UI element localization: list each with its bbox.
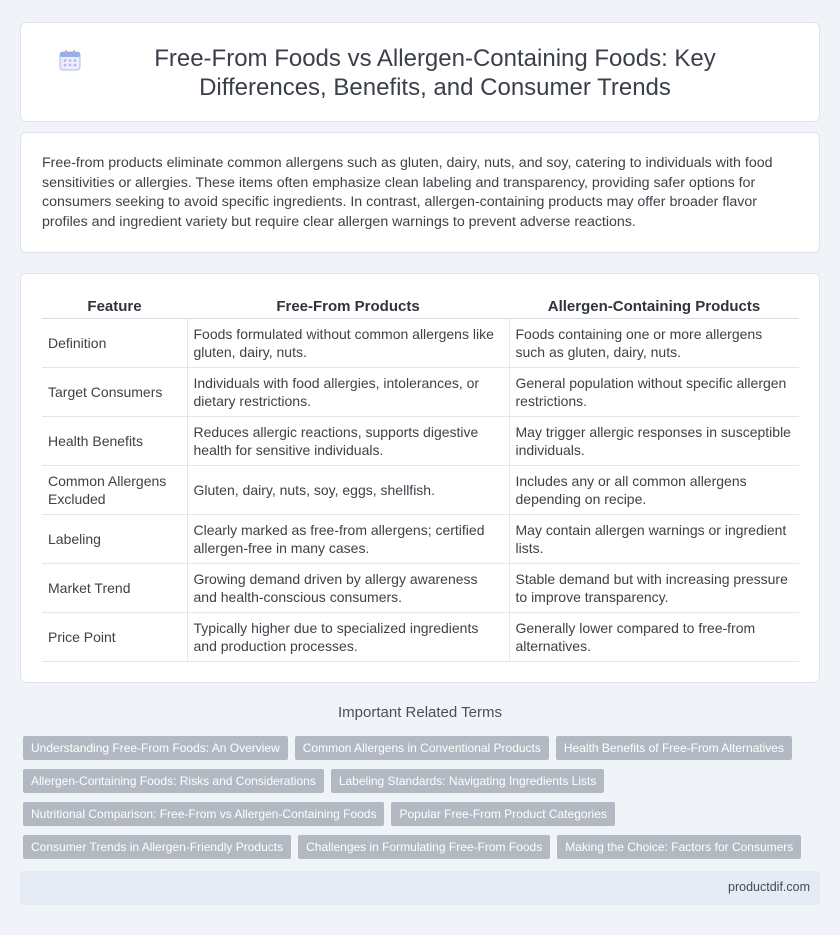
feature-cell: Price Point — [42, 612, 187, 661]
intro-card — [20, 132, 820, 253]
feature-cell: Health Benefits — [42, 416, 187, 465]
related-terms-heading: Important Related Terms — [338, 704, 502, 721]
related-term-link[interactable]: Allergen-Containing Foods: Risks and Considerations — [23, 769, 324, 793]
allergen-containing-cell: General population without specific allergen restrictions. — [509, 367, 799, 416]
related-term-link[interactable]: Popular Free-From Product Categories — [391, 802, 614, 826]
feature-cell: Market Trend — [42, 563, 187, 612]
allergen-containing-cell: May trigger allergic responses in susceptible individuals. — [509, 416, 799, 465]
comparison-table-card — [20, 273, 820, 683]
footer — [20, 871, 820, 905]
intro-paragraph: Free-from products eliminate common allergens such as gluten, dairy, nuts, and soy, catering to individuals with food sensitivities or allergies. These items often emphasize clean labeling and transparency, providing safer options for consumers seeking to avoid specific ingredients. In contrast, allergen-containing products may offer broader flavor profiles and ingredient variety but require clear allergen warnings to prevent adverse reactions. — [42, 155, 773, 230]
feature-cell: Definition — [42, 318, 187, 367]
related-term-link[interactable]: Common Allergens in Conventional Products — [295, 736, 549, 760]
feature-cell: Labeling — [42, 514, 187, 563]
table-row — [42, 612, 799, 661]
table-row — [42, 318, 799, 367]
column-header-allergen-containing: Allergen-Containing Products — [509, 296, 799, 318]
related-term-link[interactable]: Labeling Standards: Navigating Ingredients Lists — [331, 769, 605, 793]
related-terms-list — [23, 736, 823, 868]
feature-cell: Target Consumers — [42, 367, 187, 416]
site-link[interactable]: productdif.com — [728, 880, 810, 894]
free-from-cell: Individuals with food allergies, intolerances, or dietary restrictions. — [187, 367, 509, 416]
allergen-containing-cell: May contain allergen warnings or ingredient lists. — [509, 514, 799, 563]
allergen-containing-cell: Stable demand but with increasing pressure to improve transparency. — [509, 563, 799, 612]
related-term-link[interactable]: Nutritional Comparison: Free-From vs Allergen-Containing Foods — [23, 802, 384, 826]
allergen-containing-cell: Foods containing one or more allergens such as gluten, dairy, nuts. — [509, 318, 799, 367]
table-row — [42, 514, 799, 563]
table-row — [42, 367, 799, 416]
free-from-cell: Foods formulated without common allergens like gluten, dairy, nuts. — [187, 318, 509, 367]
table-row — [42, 465, 799, 514]
free-from-cell: Growing demand driven by allergy awareness and health-conscious consumers. — [187, 563, 509, 612]
feature-cell: Common Allergens Excluded — [42, 465, 187, 514]
allergen-containing-cell: Generally lower compared to free-from alternatives. — [509, 612, 799, 661]
free-from-cell: Typically higher due to specialized ingredients and production processes. — [187, 612, 509, 661]
page-title: Free-From Foods vs Allergen-Containing Foods: Key Differences, Benefits, and Consumer Trends — [154, 45, 716, 101]
table-row — [42, 563, 799, 612]
related-term-link[interactable]: Health Benefits of Free-From Alternatives — [556, 736, 792, 760]
header-card — [20, 22, 820, 122]
free-from-cell: Gluten, dairy, nuts, soy, eggs, shellfish. — [187, 465, 509, 514]
free-from-cell: Clearly marked as free-from allergens; certified allergen-free in many cases. — [187, 514, 509, 563]
table-row — [42, 416, 799, 465]
comparison-table — [42, 296, 799, 662]
related-term-link[interactable]: Understanding Free-From Foods: An Overview — [23, 736, 288, 760]
related-term-link[interactable]: Consumer Trends in Allergen-Friendly Products — [23, 835, 291, 859]
column-header-free-from: Free-From Products — [187, 296, 509, 318]
column-header-feature: Feature — [42, 296, 187, 318]
related-term-link[interactable]: Challenges in Formulating Free-From Foods — [298, 835, 550, 859]
related-term-link[interactable]: Making the Choice: Factors for Consumers — [557, 835, 801, 859]
table-header-row — [42, 296, 799, 318]
free-from-cell: Reduces allergic reactions, supports digestive health for sensitive individuals. — [187, 416, 509, 465]
allergen-containing-cell: Includes any or all common allergens depending on recipe. — [509, 465, 799, 514]
